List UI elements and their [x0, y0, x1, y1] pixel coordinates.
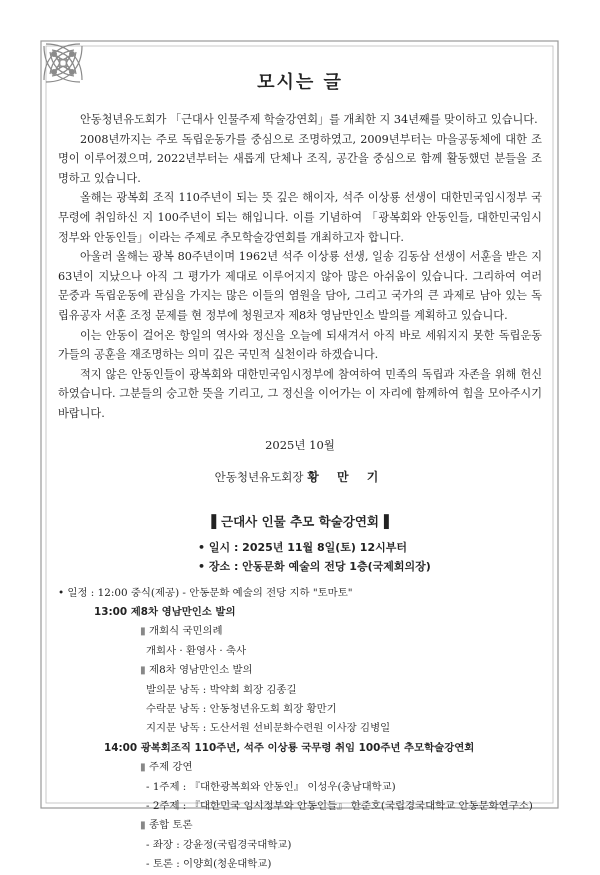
- list-item: - 1주제 : 『대한광복회와 안동인』 이성우(충남대학교): [146, 780, 396, 793]
- signature-org: 안동청년유도회장: [214, 469, 304, 484]
- signature-name: 황 만 기: [307, 469, 386, 484]
- signature: [58, 468, 542, 492]
- list-item: ▮ 종합 토론: [140, 819, 193, 832]
- paragraph-invitation: 적지 않은 안동인들이 광복회와 대한민국임시정부에 참여하여 민족의 독립과 자존을 위해 헌신하였습니다. 그분들의 숭고한 뜻을 기리고, 그 정신을 이어가는 이 자리에 함께하여 힘을 모아주시기 바랍니다.: [58, 367, 542, 420]
- session-2-heading: 14:00 광복회조직 110주년, 석주 이상룡 국무령 취임 100주년 추모학술강연회: [104, 741, 475, 754]
- paragraph-petition: 아울러 올해는 광복 80주년이며 1962년 석주 이상룡 선생, 일송 김동삼 선생이 서훈을 받은 지 63년이 지났으나 아직 그 평가가 제대로 이루어지지 않아 많은 아쉬움이 있습니다. 그리하여 여러 문중과 독립운동에 관심을 가지는 많은 이들의 염원을 담아, 그리고 국가의 큰 과제로 남아 있는 독립유공자 서훈 조정 문제를 현 정부에 청원코자 제8차 영남만인소 발의를 계획하고 있습니다.: [58, 250, 542, 322]
- square-bullet-icon: ▮: [140, 819, 150, 832]
- event-title: ▌근대사 인물 추모 학술강연회▐: [211, 513, 389, 529]
- list-item: 개회사 · 환영사 · 축사: [146, 644, 247, 657]
- paragraph-history: 2008년까지는 주로 독립운동가를 중심으로 조명하였고, 2009년부터는 마을공동체에 대한 조명이 이루어졌으며, 2022년부터는 새롭게 단체나 조직, 공간을 중심으로 함께 활동했던 분들을 조명하고 있습니다.: [58, 132, 542, 185]
- event-when: • 일시 : 2025년 11월 8일(토) 12시부터: [198, 540, 407, 554]
- paragraph-anniversary: 올해는 광복회 조직 110주년이 되는 뜻 깊은 해이자, 석주 이상룡 선생이 대한민국임시정부 국무령에 취임하신 지 100주년이 되는 해입니다. 이를 기념하여 「광복회와 안동인들, 대한민국임시정부와 안동인들」이라는 주제로 추모학술강연회를 개최하고자 합니다.: [58, 191, 542, 244]
- list-item: - 2주제 : 『대한민국 임시정부와 안동인들』 한준호(국립경국대학교 안동문화연구소): [146, 799, 533, 812]
- session-1-heading: 13:00 제8차 영남만인소 발의: [94, 605, 236, 618]
- letter-date: 2025년 10월: [265, 437, 335, 452]
- list-item: - 좌장 : 강윤정(국립경국대학교): [146, 838, 292, 851]
- list-item: 지지문 낭독 : 도산서원 선비문화수련원 이사장 김병일: [146, 722, 391, 735]
- list-item: ▮ 주제 강연: [140, 761, 193, 774]
- event-where: • 장소 : 안동문화 예술의 전당 1층(국제회의장): [198, 559, 431, 573]
- list-item: ▮ 개회식 국민의례: [140, 625, 223, 638]
- list-item: ▮ 제8차 영남만인소 발의: [140, 664, 253, 677]
- list-item: - 토론 : 이양희(청운대학교): [146, 858, 272, 871]
- page-title: 모시는 글: [257, 72, 343, 93]
- paragraph-intro: 안동청년유도회가 「근대사 인물주제 학술강연회」를 개최한 지 34년째를 맞이하고 있습니다.: [80, 113, 538, 126]
- square-bullet-icon: ▮: [140, 664, 150, 677]
- schedule-lunch: • 일정 : 12:00 중식(제공) - 안동문화 예술의 전당 지하 "토마토": [58, 586, 353, 599]
- list-item: 발의문 낭독 : 박약회 회장 김종길: [146, 683, 297, 696]
- square-bullet-icon: ▮: [140, 761, 150, 774]
- list-item: 수락문 낭독 : 안동청년유도회 회장 황만기: [146, 702, 337, 715]
- square-bullet-icon: ▮: [140, 625, 150, 638]
- paragraph-meaning: 이는 안동이 걸어온 항일의 역사와 정신을 오늘에 되새겨서 아직 바로 세워지지 못한 독립운동가들의 공훈을 재조명하는 의미 깊은 국민적 실천이라 하겠습니다.: [58, 328, 542, 362]
- schedule: [58, 584, 542, 875]
- document-body: [58, 60, 542, 875]
